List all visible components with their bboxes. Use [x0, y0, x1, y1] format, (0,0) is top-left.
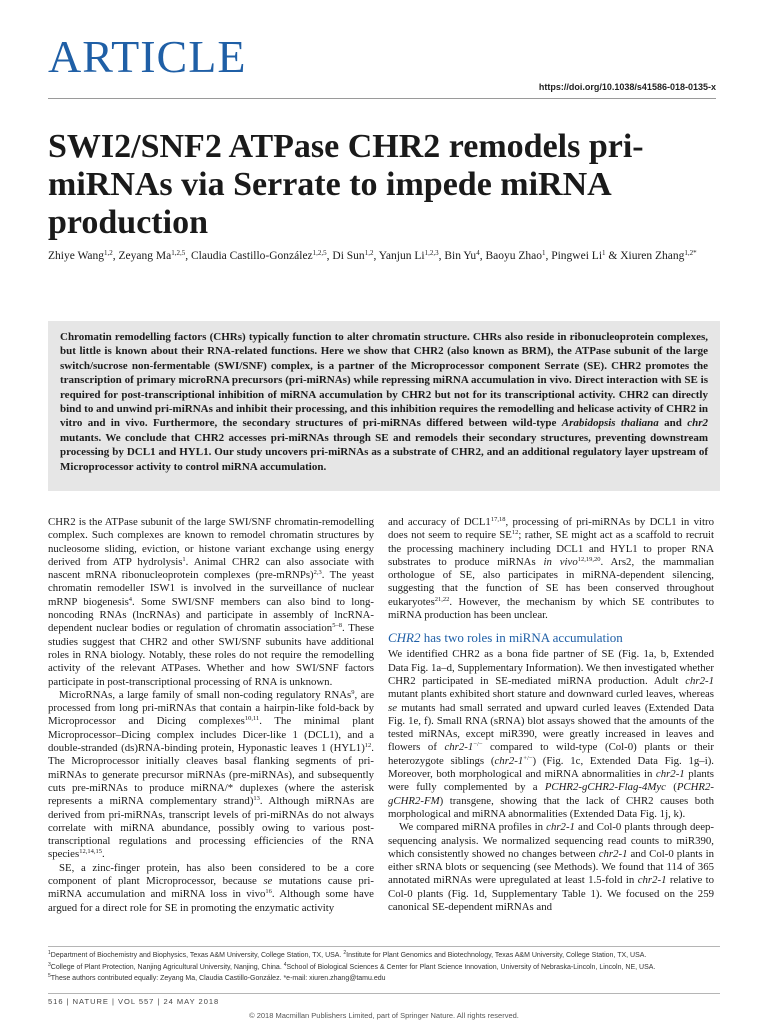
text-run: . The yeast chromatin remodeller ISW1 is involved in the surveillance of nuclear mRNP biogenesis	[48, 569, 374, 608]
text-run: (	[665, 781, 677, 794]
text-run: and accuracy of DCL1	[388, 516, 491, 528]
author-name: Zhiye Wang	[48, 250, 105, 262]
text-run: relative to Col-0 plants (Fig. 1d, Supplementary Table 1). We focused on the 259 canonical SE-dependent miRNAs and	[388, 874, 715, 914]
superscript-ref: 21,22	[434, 595, 450, 603]
text-run: compared to wild-type (Col-0) plants or their heterozygote siblings (	[388, 741, 714, 767]
author-affiliation: 1	[602, 249, 606, 257]
text-run: Department of Biochemistry and Biophysics, Texas A&M University, College Station, TX, USA.	[50, 952, 344, 959]
text-run: Institute for Plant Genomics and Biotechnology, Texas A&M University, College Station, TX, USA.	[346, 952, 647, 959]
author	[191, 250, 327, 262]
footnote-line	[48, 973, 728, 985]
author-affiliation: 1,2	[104, 249, 113, 257]
italic-term: se	[263, 875, 273, 888]
italic-term: chr2-1	[655, 768, 685, 781]
body-column-right	[388, 516, 714, 914]
author	[48, 250, 113, 262]
text-run: CHR2 is the ATPase subunit of the large SWI/SNF chromatin-remodelling complex. Such complexes are known to remodel chromatin structures by nucleosome sliding, eviction, or histone variant exchange using energy derived from ATP hydrolysis	[48, 516, 374, 568]
author-name: Yanjun Li	[378, 250, 425, 262]
text-run: . Animal CHR2 can also associate with nascent mRNA ribonucleoprotein complexes (pre-mRNPs)	[48, 555, 375, 582]
superscript-ref: 1	[182, 555, 186, 563]
italic-term: chr2-1	[685, 674, 714, 687]
italic-term: in vivo	[543, 555, 578, 568]
text-run: mutant plants exhibited short stature and downward curled leaves, whereas	[388, 688, 714, 701]
footnote-line	[48, 950, 728, 962]
copyright-notice: © 2018 Macmillan Publishers Limited, part of Springer Nature. All rights reserved.	[249, 1011, 519, 1020]
text-run: College of Plant Protection, Nanjing Agricultural University, Nanjing, China.	[50, 963, 284, 971]
body-paragraph	[48, 862, 374, 915]
text-run: . However, the mechanism by which SE contributes to miRNA production has been unclear.	[388, 595, 714, 622]
text-run: mutants had small serrated and upward curled leaves (Extended Data Fig. 1e, f). Small RNA (sRNA) blot assays showed that the amounts of the tested miRNAs, except miR390, were greatly increased in leaves and flowers of	[388, 701, 714, 754]
text-run: . Although some have argued for a direct role for SE in promoting the enzymatic activity	[48, 888, 374, 914]
body-paragraph	[388, 648, 714, 821]
superscript-ref: +/−	[523, 754, 533, 762]
article-label: ARTICLE	[48, 31, 247, 82]
superscript-ref: 2	[343, 950, 347, 956]
author-affiliation: 4	[476, 249, 480, 257]
text-run: School of Biological Sciences & Center for Plant Science Innovation, University of Nebraska-Lincoln, Lincoln, NE, USA.	[286, 963, 656, 971]
author	[379, 250, 439, 262]
author-affiliation: 1,2	[364, 249, 374, 257]
footnote-rule	[48, 946, 720, 947]
text-run: , are processed from long pri-miRNAs that contain a hairpin-like fold-back by Microprocessor and Dicing complexes	[48, 688, 374, 728]
superscript-ref: 3	[48, 961, 51, 968]
author-name: Zeyang Ma	[118, 250, 172, 262]
body-column-left	[48, 516, 374, 915]
superscript-ref: 12	[511, 529, 519, 537]
author-name: Bin Yu	[444, 250, 477, 262]
author-name: Di Sun	[332, 250, 365, 262]
superscript-ref: 12,19,20	[577, 555, 601, 563]
author-affiliation: 1,2*	[684, 249, 697, 257]
italic-term: PCHR2-gCHR2-Flag-4Myc	[544, 781, 666, 794]
text-run: . The minimal plant Microprocessor–Dicing complex includes Dicer-like 1 (DCL1), and a double-stranded (ds)RNA-binding protein, Hyponastic leaves 1 (HYL1)	[48, 715, 374, 755]
page-footer-citation: 516 | NATURE | VOL 557 | 24 MAY 2018	[48, 997, 220, 1006]
author-name: Baoyu Zhao	[485, 250, 542, 262]
abstract-box: Chromatin remodelling factors (CHRs) typically function to alter chromatin structure. CHRs also reside in ribonucleoprotein complexes, but little is known about their RNA-related functions. Here we show that CHR2 (also known as BRM), the ATPase subunit of the large switch/sucrose non-fermentable (SWI/SNF) complex, is a partner of the Microprocessor component Serrate (SE). CHR2 promotes the transcription of primary microRNA precursors (pri-miRNAs) while repressing miRNA accumulation in vivo. Direct interaction with SE is required for post-transcriptional inhibition of miRNA accumulation by CHR2 but not for its transcriptional activity. CHR2 can directly bind to and unwind pri-miRNAs and inhibit their processing, and this inhibition requires the remodelling and helicase activity of CHR2 in vitro and in vivo. Furthermore, the secondary structures of pri-miRNAs differed between wild-type Arabidopsis thaliana and chr2 mutants. We conclude that CHR2 accesses pri-miRNAs through SE and remodels their secondary structures, preventing downstream processing by DCL1 and HYL1. Our study uncovers pri-miRNAs as a substrate of CHR2, and an additional regulatory layer upstream of Microprocessor activity to control miRNA accumulation.	[48, 321, 720, 491]
footnote-line	[48, 962, 728, 974]
italic-term: Arabidopsis thaliana	[561, 417, 659, 430]
author	[444, 250, 479, 262]
author	[620, 250, 696, 262]
body-paragraph	[48, 689, 374, 862]
section-heading-text: has two roles in miRNA accumulation	[420, 630, 623, 646]
text-run: We compared miRNA profiles in	[399, 821, 547, 834]
italic-term: chr2-1	[637, 874, 667, 887]
text-run: . These studies suggest that CHR2 and other SWI/SNF subunits have additional roles in RNA biology. Notably, these roles do not require the remodelling activity of the relevant ATPases. Whether and how SWI/SNF factors participate in post-transcriptional processing of RNA is unknown.	[48, 622, 375, 688]
section-heading	[388, 630, 714, 646]
text-run: We identified CHR2 as a bona fide partner of SE (Fig. 1a, b, Extended Data Fig. 1a–d, Supplementary Information). We then investigated whether CHR2 participated in SE-mediated miRNA production. Adult	[388, 648, 714, 687]
author-affiliation: 1,2,5	[171, 249, 186, 257]
doi-link[interactable]: https://doi.org/10.1038/s41586-018-0135-x	[538, 82, 716, 92]
author-affiliation: 1	[541, 249, 546, 257]
text-run: MicroRNAs, a large family of small non-coding regulatory RNAs	[59, 688, 352, 701]
body-paragraph	[388, 516, 714, 622]
superscript-ref: 17,18	[490, 516, 506, 523]
superscript-ref: 9	[351, 688, 355, 696]
body-paragraph	[388, 821, 714, 914]
author	[551, 250, 605, 262]
author	[332, 250, 373, 262]
affiliations-footnotes	[48, 950, 728, 985]
superscript-ref: 10,11	[244, 715, 260, 723]
body-paragraph	[48, 516, 374, 689]
text-run: . Although miRNAs are derived from pri-miRNAs, transcript levels of pri-miRNAs do not always correlate with miRNA abundance, possibly owing to various post-transcriptional regulations and processing efficiencies of the RNA species	[48, 795, 374, 861]
superscript-ref: 4	[128, 595, 133, 603]
text-run: These authors contributed equally: Zeyang Ma, Claudia Castillo-González. *e-mail: xiuren.zhang@tamu.edu	[50, 975, 386, 982]
text-run: ; rather, SE might act as a scaffold to recruit the processing machinery including DCL1 and HYL1 to proper RNA substrates to produce miRNAs	[388, 529, 714, 568]
superscript-ref: 13	[253, 795, 260, 803]
article-title: SWI2/SNF2 ATPase CHR2 remodels pri-miRNAs via Serrate to impede miRNA production	[48, 128, 644, 241]
text-run: ) (Fig. 1c, Extended Data Fig. 1g–i). Moreover, both morphological and miRNA abnormalities in	[388, 754, 714, 781]
superscript-ref: 1	[48, 950, 51, 956]
text-run: . The Microprocessor initially cleaves basal flanking segments of pri-miRNAs to generate precursor miRNAs (pre-miRNAs), and subsequently cuts pre-miRNAs to produce miRNA/* duplexes (where the asterisk represents a miRNA complementary strand)	[48, 742, 374, 808]
italic-term: se	[388, 701, 397, 714]
author-affiliation: 1,2,5	[312, 249, 327, 257]
section-heading-gene: CHR2	[388, 630, 421, 646]
text-run: and Col-0 plants through deep-sequencing analysis. We normalized sequencing read counts to miR390, which consistently showed no changes between	[388, 821, 714, 860]
text-run: . Some SWI/SNF members can also bind to long-noncoding RNAs (lncRNAs) and participate in assembly of lncRNA-dependent nuclear bodies or regulation of chromatin association	[48, 595, 374, 635]
text-run: and Col-0 plants in either sRNA blots or sequencing (see Methods). We found that 114 of 365 annotated miRNAs were upregulated at least 1.5-fold in	[388, 847, 714, 887]
superscript-ref: 12	[364, 742, 372, 750]
author	[485, 250, 545, 262]
footer-rule	[48, 993, 720, 994]
text-run: plants were fully complemented by a	[388, 768, 714, 794]
author	[119, 250, 186, 262]
superscript-ref: 4	[283, 961, 287, 968]
italic-term: PCHR2-gCHR2-FM	[388, 781, 714, 807]
text-run: SE, a zinc-finger protein, has also been considered to be a core component of plant Microprocessor, because	[48, 861, 374, 888]
italic-term: chr2-1	[494, 754, 524, 767]
author-name: Pingwei Li	[551, 250, 603, 262]
superscript-ref: −/−	[473, 741, 483, 749]
author-affiliation: 1,2,3	[424, 249, 439, 257]
italic-term: chr2	[687, 417, 708, 430]
superscript-ref: 12,14,15	[79, 848, 102, 856]
text-run: , processing of pri-miRNAs by DCL1 in vitro does not seem to require SE	[388, 516, 715, 542]
author-name: Claudia Castillo-González	[190, 250, 313, 262]
author-list: Zhiye Wang$^{1,2}$, Zeyang Ma$^{1,2,5}$, Claudia Castillo-González$^{1,2,5}$, Di Sun$^{1,2}$, Yanjun Li$^{1,2,3}$, Bin Yu$^4$, Baoyu Zhao$^1$, Pingwei Li$^1$ & Xiuren Zhang$^{1,2*}$	[48, 249, 697, 262]
header-rule	[48, 98, 716, 99]
italic-term: chr2-1	[598, 847, 628, 860]
text-run: .	[101, 848, 105, 861]
superscript-ref: 5	[48, 973, 51, 979]
italic-term: chr2-1	[546, 821, 575, 834]
superscript-ref: 16	[265, 888, 272, 896]
text-run: mutations cause pri-miRNA accumulation and miRNA loss in vivo	[48, 875, 374, 901]
text-run: ) transgene, showing that the lack of CHR2 causes both morphological and miRNA abnormalities (Extended Data Fig. 1j, k).	[388, 794, 714, 820]
superscript-ref: 5–8	[332, 622, 342, 630]
author-name: Xiuren Zhang	[620, 250, 685, 262]
superscript-ref: 2,3	[313, 569, 322, 577]
italic-term: chr2-1	[444, 741, 474, 754]
text-run: . Ars2, the mammalian orthologue of SE, also participates in miRNA-dependent silencing, suggesting that the function of SE has been conserved throughout eukaryotes	[388, 555, 714, 608]
